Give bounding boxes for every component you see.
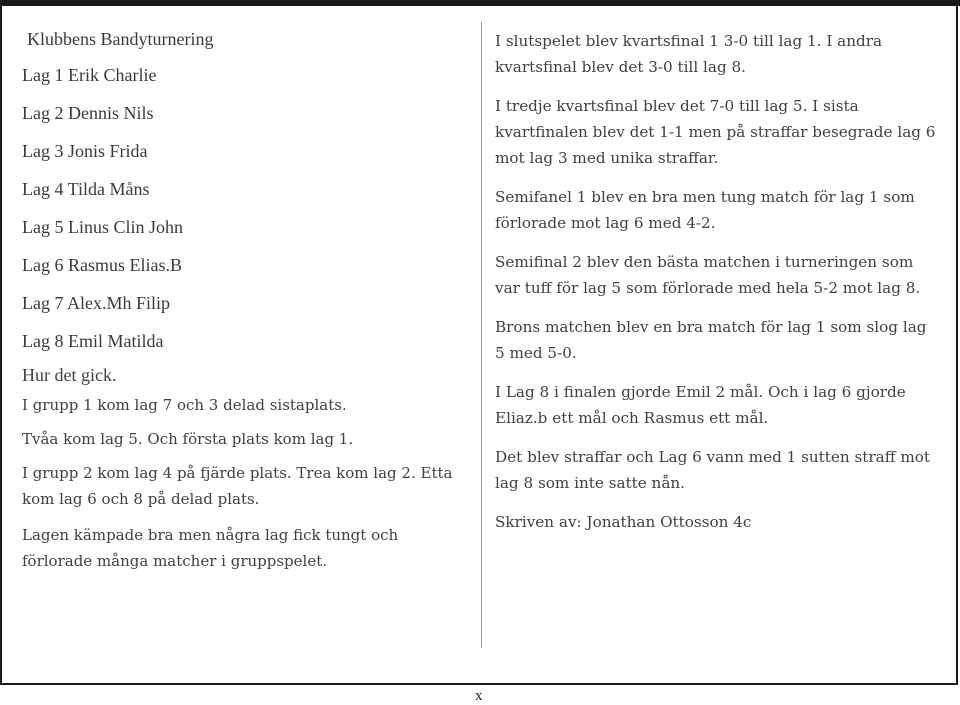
team-1: Lag 1 Erik Charlie	[22, 65, 157, 85]
column-divider	[481, 22, 482, 648]
team-4: Lag 4 Tilda Måns	[22, 179, 150, 199]
team-5: Lag 5 Linus Clin John	[22, 217, 183, 237]
team-7: Lag 7 Alex.Mh Filip	[22, 293, 170, 313]
group-2-result: I grupp 2 kom lag 4 på fjärde plats. Trea kom lag 2. Etta kom lag 6 och 8 på delad plats.	[22, 464, 453, 508]
team-6: Lag 6 Rasmus Elias.B	[22, 255, 182, 275]
quarterfinals-3-4: I tredje kvartsfinal blev det 7-0 till lag 5. I sista kvartfinalen blev det 1-1 men på straffar besegrade lag 6 mot lag 3 med unika straffar.	[495, 97, 936, 167]
semifinal-1: Semifanel 1 blev en bra men tung match för lag 1 som förlorade mot lag 6 med 4-2.	[495, 188, 915, 232]
team-2: Lag 2 Dennis Nils	[22, 103, 154, 123]
document-title: Klubbens Bandyturnering	[27, 29, 214, 49]
footer-mark: x	[475, 688, 483, 704]
group-1-winners: Tvåa kom lag 5. Och första plats kom lag 1.	[22, 430, 354, 448]
right-column	[495, 28, 940, 548]
team-3: Lag 3 Jonis Frida	[22, 141, 148, 161]
results-heading: Hur det gick.	[22, 365, 117, 385]
semifinal-2: Semifinal 2 blev den bästa matchen i turneringen som var tuff för lag 5 som förlorade med hela 5-2 mot lag 8.	[495, 253, 921, 297]
final-penalties: Det blev straffar och Lag 6 vann med 1 sutten straff mot lag 8 som inte satte nån.	[495, 448, 930, 492]
final-goals: I Lag 8 i finalen gjorde Emil 2 mål. Och i lag 6 gjorde Eliaz.b ett mål och Rasmus ett mål.	[495, 383, 906, 427]
group-1-result: I grupp 1 kom lag 7 och 3 delad sistaplats.	[22, 396, 347, 414]
author-line: Skriven av: Jonathan Ottosson 4c	[495, 513, 752, 531]
team-8: Lag 8 Emil Matilda	[22, 331, 164, 351]
quarterfinals-1-2: I slutspelet blev kvartsfinal 1 3-0 till lag 1. I andra kvartsfinal blev det 3-0 till lag 8.	[495, 32, 883, 76]
left-column	[22, 26, 462, 584]
bronze-match: Brons matchen blev en bra match för lag 1 som slog lag 5 med 5-0.	[495, 318, 927, 362]
group-stage-summary: Lagen kämpade bra men några lag fick tungt och förlorade många matcher i gruppspelet.	[22, 526, 399, 570]
